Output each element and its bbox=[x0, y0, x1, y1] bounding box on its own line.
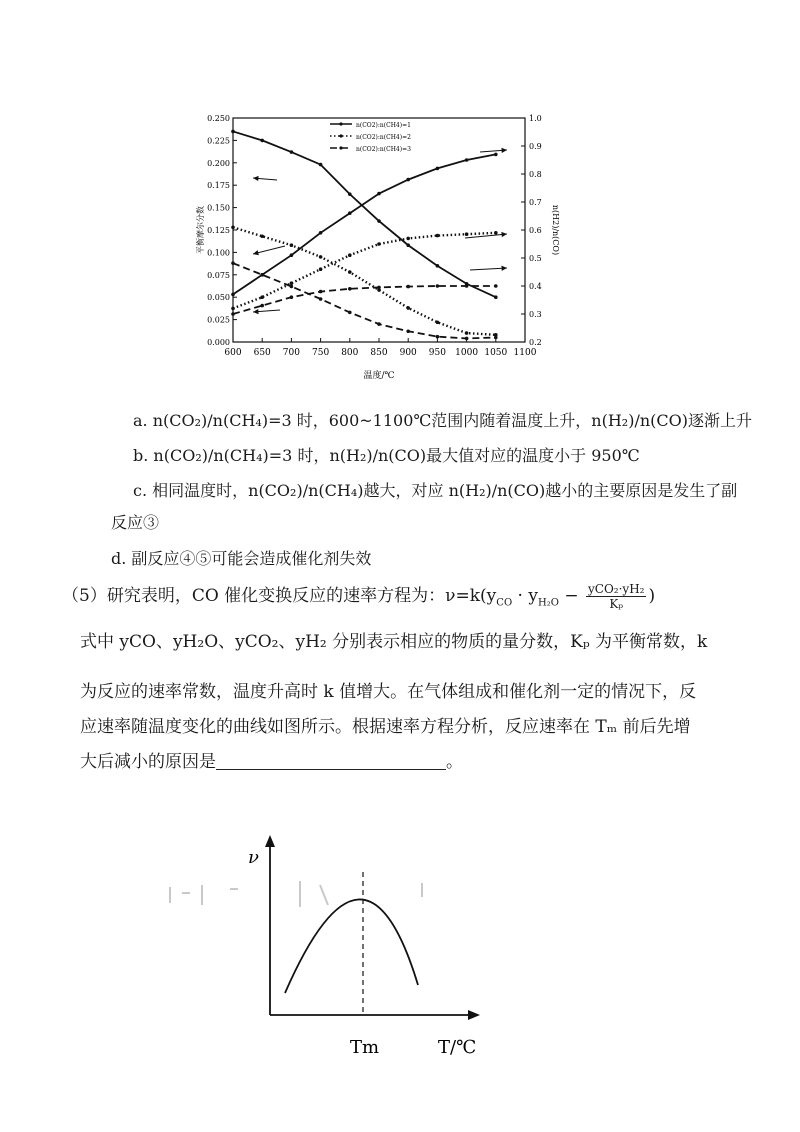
rate-minus: − bbox=[558, 586, 579, 606]
data-point bbox=[319, 255, 323, 259]
question5-line4: 应速率随温度变化的曲线如图所示。根据速率方程分析，反应速率在 Tₘ 前后先增 bbox=[80, 717, 691, 737]
series-line-5 bbox=[233, 233, 496, 309]
data-point bbox=[319, 290, 323, 294]
data-point bbox=[231, 261, 235, 265]
y-left-tick-label: 0.200 bbox=[207, 158, 230, 168]
data-point bbox=[465, 158, 469, 162]
arrowhead-icon bbox=[253, 250, 259, 255]
x-axis-label: 温度/℃ bbox=[363, 371, 395, 381]
data-point bbox=[290, 243, 294, 247]
data-point bbox=[436, 320, 440, 324]
y-right-axis-label: n(H2)/n(CO) bbox=[551, 204, 560, 256]
rate-dot: · y bbox=[512, 586, 538, 606]
y-left-tick-label: 0.150 bbox=[207, 203, 230, 213]
data-point bbox=[436, 264, 440, 268]
data-point bbox=[348, 270, 352, 274]
x-axis-label: T/℃ bbox=[438, 1037, 477, 1058]
line5-suffix: 。 bbox=[446, 752, 463, 772]
y-left-tick-label: 0.175 bbox=[207, 181, 230, 191]
question5-label: （5）研究表明，CO 催化变换反应的速率方程为： bbox=[62, 586, 446, 606]
data-point bbox=[231, 130, 235, 134]
y-right-tick-label: 1.0 bbox=[529, 114, 542, 123]
y-right-tick-label: 0.9 bbox=[529, 142, 542, 151]
data-point bbox=[494, 284, 498, 288]
option-d: d. 副反应④⑤可能会造成催化剂失效 bbox=[111, 549, 372, 568]
data-point bbox=[260, 304, 264, 308]
fraction-denominator: Kₚ bbox=[609, 597, 624, 611]
data-point bbox=[377, 192, 381, 196]
y-left-tick-label: 0.050 bbox=[207, 293, 230, 303]
data-point bbox=[260, 295, 264, 299]
fraction-numerator: yCO₂·yH₂ bbox=[587, 582, 645, 596]
y-right-tick-label: 0.7 bbox=[529, 198, 542, 207]
data-point bbox=[260, 234, 264, 238]
rate-lhs: ν=k(y bbox=[445, 586, 497, 606]
equilibrium-chart bbox=[195, 100, 565, 390]
series-line-2 bbox=[233, 227, 496, 335]
data-point bbox=[436, 284, 440, 288]
data-point bbox=[406, 237, 410, 241]
y-left-tick-label: 0.000 bbox=[207, 338, 230, 347]
data-point bbox=[260, 273, 264, 277]
option-c-continued: 反应③ bbox=[111, 513, 160, 532]
arrowhead-icon bbox=[501, 266, 507, 271]
scan-artifact bbox=[320, 885, 328, 905]
data-point bbox=[231, 293, 235, 297]
arrowhead-icon bbox=[501, 148, 507, 153]
y-right-tick-label: 0.8 bbox=[529, 170, 542, 179]
data-point bbox=[465, 232, 469, 236]
data-point bbox=[260, 139, 264, 143]
question5-line2: 式中 yCO、yH₂O、yCO₂、yH₂ 分别表示相应的物质的量分数，Kₚ 为平衡常数，k bbox=[80, 632, 708, 652]
data-point bbox=[494, 231, 498, 235]
data-point bbox=[348, 287, 352, 291]
option-a: a. n(CO₂)/n(CH₄)=3 时，600~1100℃范围内随着温度上升，n(H₂)/n(CO)逐渐上升 bbox=[133, 411, 752, 430]
data-point bbox=[377, 286, 381, 290]
data-point bbox=[290, 295, 294, 299]
data-point bbox=[348, 253, 352, 257]
rate-sub-h2o: H₂O bbox=[537, 597, 559, 609]
x-tick-label: 900 bbox=[399, 348, 417, 358]
series-line-3 bbox=[233, 263, 496, 338]
question5-line3: 为反应的速率常数，温度升高时 k 值增大。在气体组成和催化剂一定的情况下，反 bbox=[80, 682, 697, 702]
x-tick-label: 1100 bbox=[513, 348, 537, 358]
y-left-axis-label: 平衡摩尔分数 bbox=[196, 206, 205, 254]
data-point bbox=[377, 219, 381, 223]
x-tick-label: 650 bbox=[253, 348, 271, 358]
data-point bbox=[494, 336, 498, 340]
y-axis-arrow-icon bbox=[265, 835, 275, 847]
rate-sub-co: CO bbox=[496, 597, 513, 609]
data-point bbox=[377, 242, 381, 246]
data-point bbox=[465, 337, 469, 341]
data-point bbox=[231, 312, 235, 316]
line5-prefix: 大后减小的原因是 bbox=[80, 752, 216, 772]
data-point bbox=[290, 253, 294, 257]
y-left-tick-label: 0.025 bbox=[207, 315, 230, 325]
y-right-tick-label: 0.3 bbox=[529, 310, 542, 319]
data-point bbox=[436, 335, 440, 339]
rate-fraction bbox=[586, 582, 646, 611]
data-point bbox=[231, 226, 235, 230]
data-point bbox=[465, 284, 469, 288]
x-tick-label: 800 bbox=[341, 348, 359, 358]
arrowhead-icon bbox=[253, 176, 259, 181]
series-line-4 bbox=[233, 154, 496, 294]
y-right-tick-label: 0.2 bbox=[529, 338, 542, 347]
data-point bbox=[348, 311, 352, 315]
question5-line5 bbox=[80, 750, 463, 774]
data-point bbox=[494, 295, 498, 299]
arrowhead-icon bbox=[253, 309, 259, 314]
legend-label: n(CO2):n(CH4)=3 bbox=[356, 146, 411, 153]
data-point bbox=[348, 211, 352, 215]
data-point bbox=[494, 153, 498, 157]
peak-label: Tm bbox=[350, 1037, 380, 1058]
y-left-tick-label: 0.225 bbox=[207, 136, 230, 146]
data-point bbox=[290, 281, 294, 285]
data-point bbox=[290, 285, 294, 289]
data-point bbox=[348, 192, 352, 196]
rate-curve bbox=[285, 899, 418, 993]
data-point bbox=[406, 306, 410, 310]
x-tick-label: 850 bbox=[370, 348, 388, 358]
x-tick-label: 950 bbox=[428, 348, 446, 358]
data-point bbox=[319, 267, 323, 271]
y-left-tick-label: 0.075 bbox=[207, 270, 230, 280]
legend-marker bbox=[339, 122, 342, 125]
x-tick-label: 1000 bbox=[455, 348, 479, 358]
x-tick-label: 600 bbox=[224, 348, 242, 358]
legend-label: n(CO2):n(CH4)=2 bbox=[356, 134, 411, 141]
y-right-tick-label: 0.5 bbox=[529, 254, 542, 263]
x-tick-label: 700 bbox=[282, 348, 300, 358]
series-line-6 bbox=[233, 286, 496, 314]
data-point bbox=[436, 234, 440, 238]
data-point bbox=[231, 307, 235, 311]
x-tick-label: 750 bbox=[312, 348, 330, 358]
x-tick-label: 1050 bbox=[484, 348, 508, 358]
legend-marker bbox=[339, 134, 342, 137]
rate-temperature-graph bbox=[160, 825, 520, 1065]
y-axis-label: ν bbox=[248, 847, 259, 868]
data-point bbox=[319, 297, 323, 301]
y-left-tick-label: 0.125 bbox=[207, 226, 230, 235]
legend-marker bbox=[339, 146, 342, 149]
data-point bbox=[377, 322, 381, 326]
y-left-tick-label: 0.100 bbox=[207, 248, 230, 258]
answer-blank[interactable] bbox=[216, 751, 446, 770]
data-point bbox=[436, 167, 440, 171]
y-right-tick-label: 0.4 bbox=[529, 282, 542, 291]
annotation-arrow bbox=[470, 268, 507, 270]
data-point bbox=[406, 285, 410, 289]
option-b: b. n(CO₂)/n(CH₄)=3 时，n(H₂)/n(CO)最大值对应的温度小于 950℃ bbox=[133, 446, 640, 465]
data-point bbox=[465, 331, 469, 335]
data-point bbox=[290, 150, 294, 154]
legend-label: n(CO2):n(CH4)=1 bbox=[356, 122, 411, 129]
data-point bbox=[319, 231, 323, 235]
question5-rate-equation bbox=[62, 582, 655, 615]
y-left-tick-label: 0.250 bbox=[207, 114, 230, 123]
data-point bbox=[406, 178, 410, 182]
y-right-tick-label: 0.6 bbox=[529, 226, 542, 235]
x-axis-arrow-icon bbox=[468, 1010, 480, 1020]
data-point bbox=[319, 163, 323, 167]
data-point bbox=[406, 329, 410, 333]
series-line-1 bbox=[233, 131, 496, 297]
option-c: c. 相同温度时，n(CO₂)/n(CH₄)越大，对应 n(H₂)/n(CO)越小的主要原因是发生了副 bbox=[133, 481, 738, 500]
data-point bbox=[406, 243, 410, 247]
rate-close: ) bbox=[648, 586, 656, 606]
